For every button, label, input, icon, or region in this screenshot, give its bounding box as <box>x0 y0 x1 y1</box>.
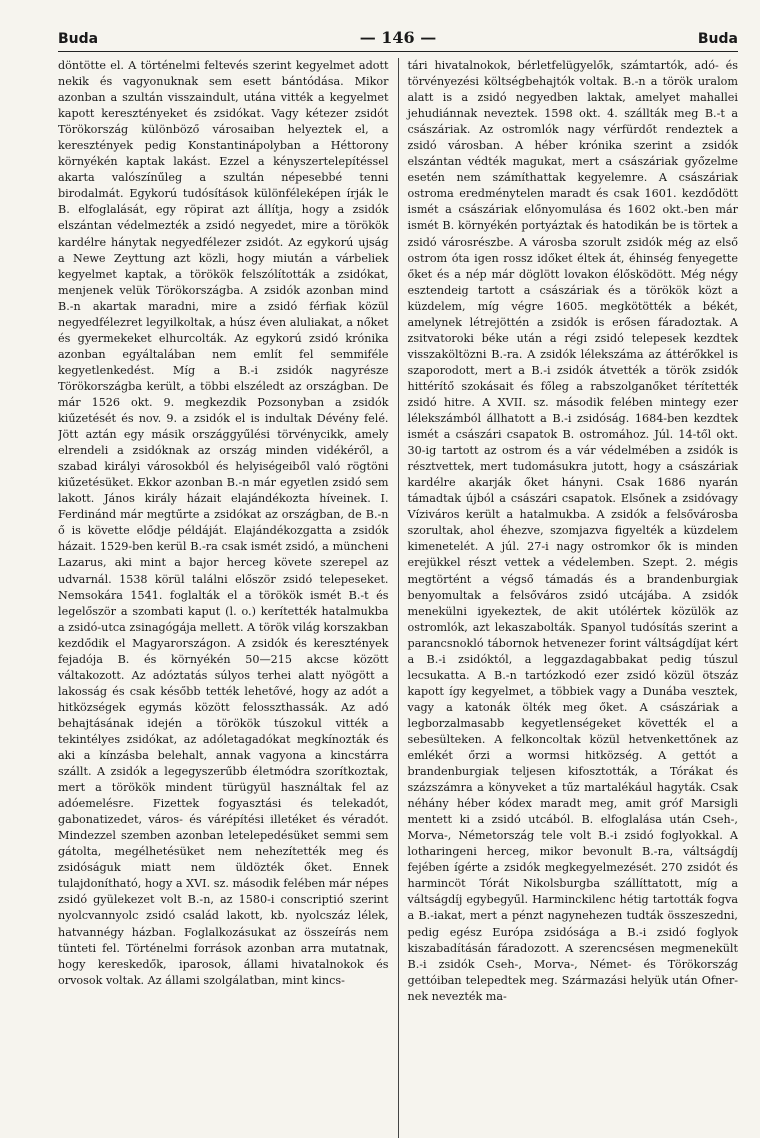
header-right-title: Buda <box>697 31 738 47</box>
page-number: — 146 — <box>359 28 437 47</box>
left-column-text: döntötte el. A történelmi feltevés szerint kegyelmet adott nekik és vagyonuknak sem esett bántódása. Mikor azonban a szultán visszaindult, utána vitték a kegyelmet kapott keresztényeket és zsidókat. Vagy kétezer zsidót Törökország különböző városaiban helyeztek el, a keresztények pedig Konstantinápolyban a Héttorony környékén kaptak lakást. Ezzel a kényszertelepítéssel akarta valószínűleg a szultán népesebbé tenni birodalmát. Egykorú tudósítások különféleképen írják le B. elfoglalását, egy röpirat azt állítja, hogy a zsidók elszántan védelmezték a zsidó negyedet, mire a törökök kardélre hánytak negyedfélezer zsidót. Az egykorú ujság a Newe Zeyttung azt közli, hogy miután a várbeliek kegyelmet kaptak, a törökök felszólították a zsidókat, menjenek velük Törökországba. A zsidók azonban mind B.-n akartak maradni, mire a zsidó férfiak közül negyedfélezret legyilkoltak, a húsz éven aluliakat, a nőket és gyermekeket elhurcolták. Az egykorú zsidó krónika azonban egyáltalában nem említ fel semmiféle kegyetlenkedést. Míg a B.-i zsidók nagyrésze Törökországba került, a többi elszéledt az országban. De már 1526 okt. 9. megkezdik Pozsonyban a zsidók kiűzetését és nov. 9. a zsidók el is indultak Dévény felé. Jött aztán egy másik országgyűlési törvénycikk, amely elrendeli a zsidóknak az ország minden vidékéről, a szabad királyi városokból és helyiségeiből való rögtöni kiűzetésüket. Ekkor azonban B.-n már egyetlen zsidó sem lakott. János király házait elajándékozta híveinek. I. Ferdinánd már megtűrte a zsidókat az országban, de B.-n ő is követte elődje példáját. Elajándékozgatta a zsidók házait. 1529-ben kerül B.-ra csak ismét zsidó, a müncheni Lazarus, aki mint a bajor herceg követe szerepel az udvarnál. 1538 körül találni először zsidó telepeseket. Nemsokára 1541. foglalták el a törökök ismét B.-t és legelőször a szombati kaput (l. o.) kerítették hatalmukba a zsidó-utca zsinagógája mellett. A török világ korszakban kezdődik el Magyarországon. A zsidók és keresztények fejadója B. és környékén 50—215 akcse között váltakozott. Az adóztatás súlyos terhei alatt nyögött a lakosság és csak később tették lehetővé, hogy az adót a hitközségek egymás között felosszthassák. Az adó behajtásának idején a törökök túszokul vitték a tekintélyes zsidókat, az adóletagadókat megkínozták és aki a kínzásba belehalt, annak vagyona a kincstárra szállt. A zsidók a legegyszerűbb életmódra szorítkoztak, mert a törökök mindent türügyül használtak fel az adóemelésre. Fizettek fogyasztási és telekadót, gabonatizedet, város- és várépítési illetéket és véradót. Mindezzel szemben azonban letelepedésüket semmi sem gátolta, megélhetésüket nem nehezítették meg és zsidóságuk miatt nem üldözték őket. Ennek tulajdonítható, hogy a XVI. sz. második felében már népes zsidó gyülekezet volt B.-n, az 1580-i conscriptió szerint nyolcvannyolc zsidó család lakott, kb. nyolcszáz lélek, hatvannégy házban. Foglalkozásukat az összeírás nem tünteti fel. Történelmi források azonban arra mutatnak, hogy kereskedők, iparosok, állami hivatalnokok és orvosok voltak. Az állami szolgálatban, mint kincs- <box>58 59 389 987</box>
right-column-text: tári hivatalnokok, bérletfelügyelők, számtartók, adó- és törvényezési költségbehajtók voltak. B.-n a török uralom alatt is a zsidó negyedben laktak, amelyet mahallei jehudiánnak neveztek. 1598 okt. 4. szállták meg B.-t a császáriak. Az ostromlók nagy vérfürdőt rendeztek a zsidó városban. A héber krónika szerint a zsidók elszántan védték magukat, mert a császáriak győzelme esetén nem számíthattak kegyelemre. A császáriak ostroma eredménytelen maradt és csak 1601. kezdődött ismét a császáriak előnyomulása és 1602 okt.-ben már ismét B. környékén portyáztak és hatodikán be is törtek a zsidó városrészbe. A városba szorult zsidók még az első ostrom óta igen rossz időket éltek át, éhinség fenyegette őket és a nép már döglött lovakon élősködött. Még négy esztendeig tartott a császáriak és a törökök közt a küzdelem, míg végre 1605. megkötötték a békét, amelynek létrejöttén a zsidók is erősen fáradoztak. A zsitvatoroki béke után a régi zsidó telepesek kezdtek visszaköltözni B.-ra. A zsidók lélekszáma az áttérőkkel is szaporodott, mert a B.-i zsidók átvették a török zsidók hittérítő szokásait és főleg a rabszolganőket térítették zsidó hitre. A XVII. sz. második felében mintegy ezer lélekszámból állhatott a B.-i zsidóság. 1684-ben kezdtek ismét a császári csapatok B. ostromához. Júl. 14-től okt. 30-ig tartott az ostrom és a vár védelmében a zsidók is résztvettek, mert tudomásukra jutott, hogy a császáriak kardélre akarják őket hányni. Csak 1686 nyarán támadtak újból a császári csapatok. Elsőnek a zsidóvagy Víziváros került a hatalmukba. A zsidók a felsővárosba szorultak, ahol éhezve, szomjazva figyelték a küzdelem kimenetelét. A júl. 27-i nagy ostromkor ők is minden erejükkel részt vettek a védelemben. Szept. 2. mégis megtörtént a végső támadás és a brandenburgiak benyomultak a felsőváros zsidó utcájába. A zsidók menekülni igyekeztek, de akit utólértek közülök az ostromlók, azt lekaszabolták. Spanyol tudósítás szerint a parancsnokló tábornok hetvenezer forint váltságdíjat kért a B.-i zsidóktól, a leggazdagabbakat pedig túszul lecsukatta. A B.-n tartózkodó ezer zsidó közül ötszáz kapott így kegyelmet, a többiek vagy a Dunába vesztek, vagy a katonák ölték meg őket. A császáriak a legborzalmasabb kegyetlenségeket követték el a sebesülteken. A felkoncoltak közül hetvenkettőnek az emlékét őrzi a wormsi hitközség. A gettót a brandenburgiak teljesen kifosztották, a Tórákat és százszámra a könyveket a tűz martalékául hagyták. Csak néhány héber kódex maradt meg, amit gróf Marsigli mentett ki a zsidó utcából. B. elfoglalása után Cseh-, Morva-, Németország tele volt B.-i zsidó foglyokkal. A lotharingeni herceg, mikor bevonult B.-ra, váltságdíj fejében ígérte a zsidók megkegyelmezését. 270 zsidót és harmincöt Tórát Nikolsburgba szállíttatott, míg a váltságdíj egybegyűl. Harminckilenc hétig tartották fogva a B.-iakat, mert a pénzt nagynehezen tudták összeszedni, pedig egész Európa zsidósága a B.-i zsidó foglyok kiszabadításán fáradozott. A szerencsésen megmenekült B.-i zsidók Cseh-, Morva-, Német- és Törökország gettóiban telepedtek meg. Származási helyük után Ofner-nek nevezték ma- <box>407 59 738 1003</box>
text-columns <box>58 58 738 1138</box>
header-left-title: Buda <box>58 31 99 47</box>
right-column <box>398 58 739 1138</box>
running-header <box>58 28 738 52</box>
left-column <box>58 58 398 1138</box>
